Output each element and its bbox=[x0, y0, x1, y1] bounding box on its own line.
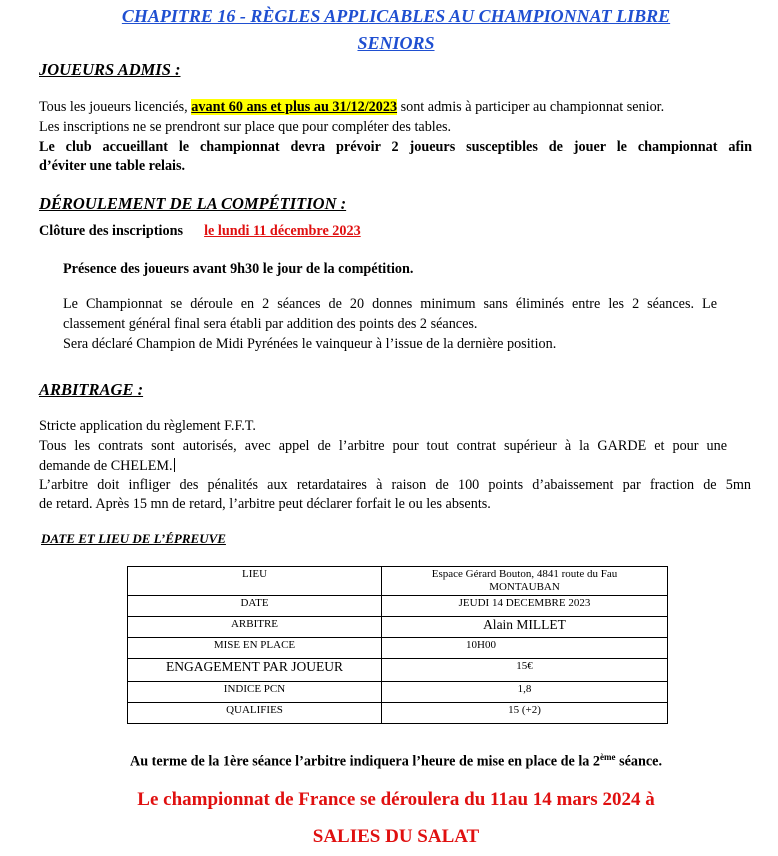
arbitrage-line4: L’arbitre doit infliger des pénalités aux retardataires à raison de 100 points d’abaissement par fraction de 5mn bbox=[39, 477, 751, 493]
label-engagement: ENGAGEMENT PAR JOUEUR bbox=[128, 659, 382, 682]
joueurs-paragraph-1 bbox=[39, 99, 749, 116]
joueurs-p1-before: Tous les joueurs licenciés, bbox=[39, 99, 192, 115]
event-info-table bbox=[127, 566, 668, 724]
value-lieu-city: MONTAUBAN bbox=[489, 581, 560, 593]
joueurs-paragraph-3-line2: d’éviter une table relais. bbox=[39, 158, 186, 174]
value-lieu bbox=[382, 567, 668, 596]
arbitrage-line5: de retard. Après 15 mn de retard, l’arbitre peut déclarer forfait le ou les absents. bbox=[39, 496, 491, 512]
seance-note bbox=[0, 752, 778, 771]
joueurs-paragraph-3-line1: Le club accueillant le championnat devra prévoir 2 joueurs susceptibles de jouer le championnat afin bbox=[39, 139, 752, 155]
final-announcement-line1: Le championnat de France se déroulera du 11au 14 mars 2024 à bbox=[137, 789, 655, 810]
table-row bbox=[128, 659, 668, 682]
deroulement-line2: classement général final sera établi par addition des points des 2 séances. bbox=[63, 316, 478, 332]
section-heading-epreuve: DATE ET LIEU DE L’ÉPREUVE bbox=[41, 531, 226, 546]
table-row bbox=[128, 567, 668, 596]
table-row bbox=[128, 596, 668, 617]
age-condition-highlight: avant 60 ans et plus au 31/12/2023 bbox=[191, 99, 398, 115]
seance-note-sup: ème bbox=[600, 752, 616, 762]
section-heading-deroulement: DÉROULEMENT DE LA COMPÉTITION : bbox=[39, 194, 347, 213]
table-row bbox=[128, 703, 668, 724]
value-lieu-address: Espace Gérard Bouton, 4841 route du Fau bbox=[431, 568, 618, 580]
value-indice-pcn: 1,8 bbox=[382, 682, 668, 703]
value-arbitre: Alain MILLET bbox=[382, 617, 668, 638]
arbitrage-line3 bbox=[39, 458, 175, 475]
final-announcement-line2: SALIES DU SALAT bbox=[312, 826, 480, 847]
value-date: JEUDI 14 DECEMBRE 2023 bbox=[382, 596, 668, 617]
cloture-date: le lundi 11 décembre 2023 bbox=[204, 223, 361, 239]
text-cursor bbox=[174, 458, 176, 472]
arbitrage-line1: Stricte application du règlement F.F.T. bbox=[39, 418, 256, 434]
seance-note-after: séance. bbox=[615, 753, 663, 770]
presence-line: Présence des joueurs avant 9h30 le jour de la compétition. bbox=[63, 261, 414, 277]
value-engagement: 15€ bbox=[382, 659, 668, 682]
section-heading-joueurs: JOUEURS ADMIS : bbox=[39, 60, 181, 79]
value-qualifies: 15 (+2) bbox=[382, 703, 668, 724]
deroulement-line3: Sera déclaré Champion de Midi Pyrénées le vainqueur à l’issue de la dernière position. bbox=[63, 336, 557, 352]
joueurs-paragraph-2: Les inscriptions ne se prendront sur place que pour compléter des tables. bbox=[39, 119, 452, 135]
document-title-line2: SENIORS bbox=[357, 33, 435, 53]
cloture-label: Clôture des inscriptions bbox=[39, 223, 183, 239]
value-mise-en-place: 10H00 bbox=[382, 638, 668, 659]
label-lieu: LIEU bbox=[128, 567, 382, 596]
label-date: DATE bbox=[128, 596, 382, 617]
label-qualifies: QUALIFIES bbox=[128, 703, 382, 724]
label-arbitre: ARBITRE bbox=[128, 617, 382, 638]
arbitrage-line2: Tous les contrats sont autorisés, avec appel de l’arbitre pour tout contrat supérieur à la GARDE et pour une bbox=[39, 438, 727, 454]
arbitrage-line3-text: demande de CHELEM. bbox=[39, 458, 173, 474]
deroulement-line1: Le Championnat se déroule en 2 séances de 20 donnes minimum sans éliminés entre les 2 séances. Le bbox=[63, 296, 717, 312]
joueurs-p1-after: sont admis à participer au championnat senior. bbox=[397, 99, 665, 115]
table-row bbox=[128, 682, 668, 703]
section-heading-arbitrage: ARBITRAGE : bbox=[39, 380, 144, 399]
cloture-line bbox=[39, 223, 361, 240]
table-row bbox=[128, 638, 668, 659]
seance-note-before: Au terme de la 1ère séance l’arbitre indiquera l’heure de mise en place de la 2 bbox=[129, 753, 601, 770]
label-indice-pcn: INDICE PCN bbox=[128, 682, 382, 703]
document-title-line1: CHAPITRE 16 - RÈGLES APPLICABLES AU CHAMPIONNAT LIBRE bbox=[121, 6, 671, 26]
table-row bbox=[128, 617, 668, 638]
label-mise-en-place: MISE EN PLACE bbox=[128, 638, 382, 659]
